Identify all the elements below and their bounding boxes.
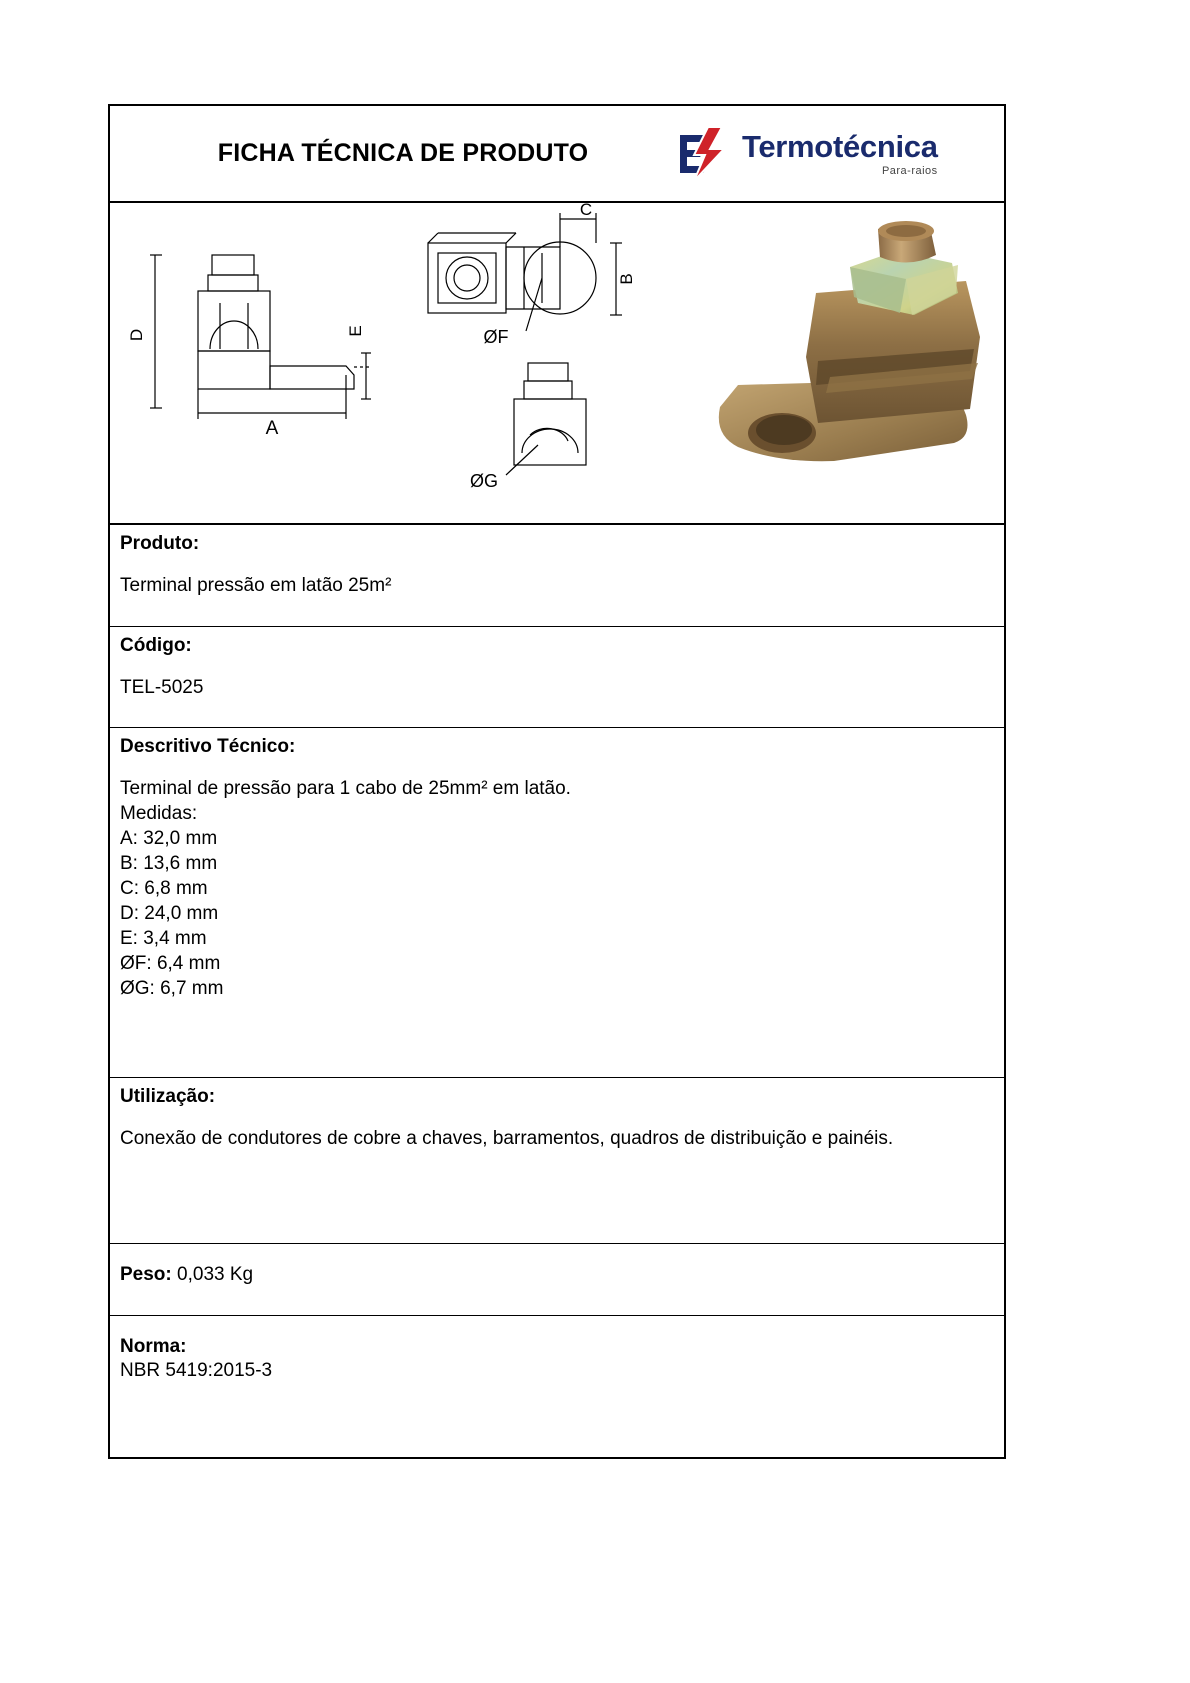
- section-norma: [110, 1316, 1004, 1396]
- peso-value: 0,033 Kg: [177, 1264, 254, 1285]
- section-codigo: [110, 627, 1004, 728]
- descritivo-line-3: B: 13,6 mm: [120, 853, 218, 874]
- product-photo: [700, 203, 1004, 523]
- descritivo-line-2: A: 32,0 mm: [120, 828, 218, 849]
- descritivo-label: Descritivo Técnico:: [120, 736, 296, 757]
- product-datasheet: [108, 104, 1006, 1459]
- descritivo-line-4: C: 6,8 mm: [120, 878, 208, 899]
- brand-tagline: Para-raios: [881, 164, 938, 177]
- section-descritivo: [110, 728, 1004, 1078]
- descritivo-line-5: D: 24,0 mm: [120, 903, 219, 924]
- svg-text:A: A: [265, 418, 279, 439]
- product-figures: [110, 203, 1004, 525]
- descritivo-line-1: Medidas:: [120, 803, 198, 824]
- brand-name: Termotécnica: [742, 128, 938, 164]
- utilizacao-value: Conexão de condutores de cobre a chaves, barramentos, quadros de distribuição e painéis.: [120, 1128, 894, 1149]
- svg-text:ØF: ØF: [483, 327, 509, 347]
- section-produto: [110, 525, 1004, 627]
- produto-label: Produto:: [120, 533, 200, 554]
- lightning-bolt-tel-logo-icon: [674, 125, 736, 183]
- codigo-label: Código:: [120, 635, 192, 656]
- svg-text:D: D: [127, 328, 146, 342]
- brand-logo: [674, 125, 1004, 183]
- peso-label: Peso:: [120, 1264, 178, 1285]
- svg-text:E: E: [346, 325, 365, 337]
- page-title: FICHA TÉCNICA DE PRODUTO: [217, 139, 589, 167]
- norma-label: Norma:: [120, 1336, 187, 1357]
- norma-value: NBR 5419:2015-3: [120, 1360, 273, 1381]
- section-utilizacao: [110, 1078, 1004, 1244]
- descritivo-line-0: Terminal de pressão para 1 cabo de 25mm² em latão.: [120, 778, 571, 799]
- utilizacao-label: Utilização:: [120, 1086, 216, 1107]
- svg-text:B: B: [617, 273, 636, 285]
- side-view-drawing: [110, 203, 410, 523]
- codigo-value: TEL-5025: [120, 677, 204, 698]
- svg-text:ØG: ØG: [469, 471, 499, 491]
- descritivo-line-8: ØG: 6,7 mm: [120, 978, 224, 999]
- document-header: [110, 106, 1004, 203]
- top-and-front-view-drawing: [410, 203, 700, 523]
- produto-value: Terminal pressão em latão 25m²: [120, 575, 392, 596]
- descritivo-line-7: ØF: 6,4 mm: [120, 953, 221, 974]
- descritivo-line-6: E: 3,4 mm: [120, 928, 207, 949]
- section-peso: [110, 1244, 1004, 1316]
- svg-text:C: C: [579, 203, 593, 219]
